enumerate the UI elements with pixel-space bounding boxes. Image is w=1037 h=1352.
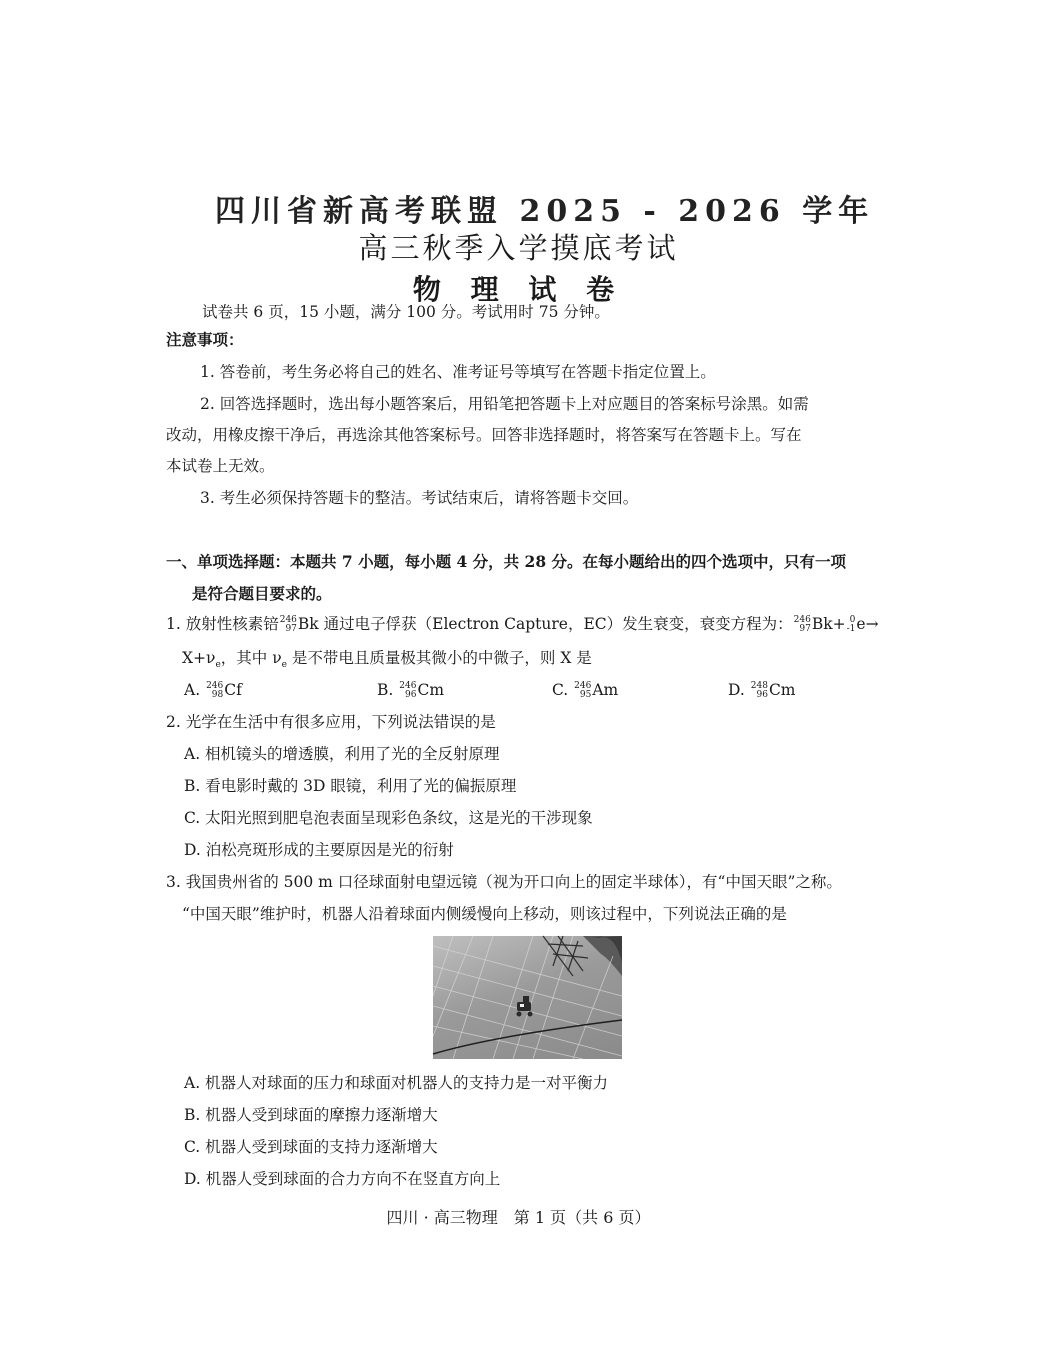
option-3d: D. 机器人受到球面的合力方向不在竖直方向上 xyxy=(184,1170,501,1188)
note-3: 3. 考生必须保持答题卡的整洁。考试结束后，请将答题卡交回。 xyxy=(200,489,639,507)
question-2-stem: 2. 光学在生活中有很多应用，下列说法错误的是 xyxy=(166,713,496,731)
subject-title: 物 理 试 卷 xyxy=(412,273,625,306)
section-heading-line2: 是符合题目要求的。 xyxy=(192,584,332,603)
option-2b: B. 看电影时戴的 3D 眼镜，利用了光的偏振原理 xyxy=(184,777,517,795)
option-2c: C. 太阳光照到肥皂泡表面呈现彩色条纹，这是光的干涉现象 xyxy=(184,809,593,827)
notes-heading: 注意事项： xyxy=(166,330,244,349)
cut-off-header: 四川省新高考联盟 2025 - 2026 学年 xyxy=(215,194,875,229)
note-2-line2: 改动，用橡皮擦干净后，再选涂其他答案标号。回答非选择题时，将答案写在答题卡上。写在 xyxy=(166,426,802,444)
option-3c: C. 机器人受到球面的支持力逐渐增大 xyxy=(184,1138,438,1156)
option-2a: A. 相机镜头的增透膜，利用了光的全反射原理 xyxy=(184,745,500,763)
option-1b: B. 246 96 Cm xyxy=(377,681,445,700)
option-1d: D. 248 96 Cm xyxy=(728,681,796,700)
page-footer: 四川 · 高三物理 第 1 页（共 6 页） xyxy=(386,1208,651,1227)
exam-title: 高三秋季入学摸底考试 xyxy=(358,231,679,265)
option-3b: B. 机器人受到球面的摩擦力逐渐增大 xyxy=(184,1106,438,1124)
note-2-line3: 本试卷上无效。 xyxy=(166,457,275,475)
note-2-line1: 2. 回答选择题时，选出每小题答案后，用铅笔把答题卡上对应题目的答案标号涂黑。如需 xyxy=(200,395,809,413)
option-1c: C. 246 95 Am xyxy=(552,681,619,700)
question-3-line2: “中国天眼”维护时，机器人沿着球面内侧缓慢向上移动，则该过程中，下列说法正确的是 xyxy=(182,905,787,923)
note-1: 1. 答卷前，考生务必将自己的姓名、准考证号等填写在答题卡指定位置上。 xyxy=(200,363,716,381)
option-1a: A. 246 98 Cf xyxy=(184,681,242,700)
question-1-line1: 1. 放射性核素锫 246 97 Bk 通过电子俘获（Electron Capture，EC）发生衰变，衰变方程为： 246 97 Bk+ 0 -1 e→ xyxy=(166,615,879,634)
option-3a: A. 机器人对球面的压力和球面对机器人的支持力是一对平衡力 xyxy=(184,1074,609,1092)
question-1-line2: $X+\nu_e$，其中 $\nu_e$ 是不带电且质量极其微小的中微子，则 X 是 xyxy=(182,649,592,671)
exam-intro: 试卷共 6 页，15 小题，满分 100 分。考试用时 75 分钟。 xyxy=(202,303,610,321)
question-3-line1: 3. 我国贵州省的 500 m 口径球面射电望远镜（视为开口向上的固定半球体），有“中国天眼”之称。 xyxy=(166,873,842,891)
fast-telescope-photo xyxy=(433,936,622,1059)
section-heading-line1: 一、单项选择题：本题共 7 小题，每小题 4 分，共 28 分。在每小题给出的四个选项中，只有一项 xyxy=(166,552,847,571)
option-2d: D. 泊松亮斑形成的主要原因是光的衍射 xyxy=(184,841,454,859)
